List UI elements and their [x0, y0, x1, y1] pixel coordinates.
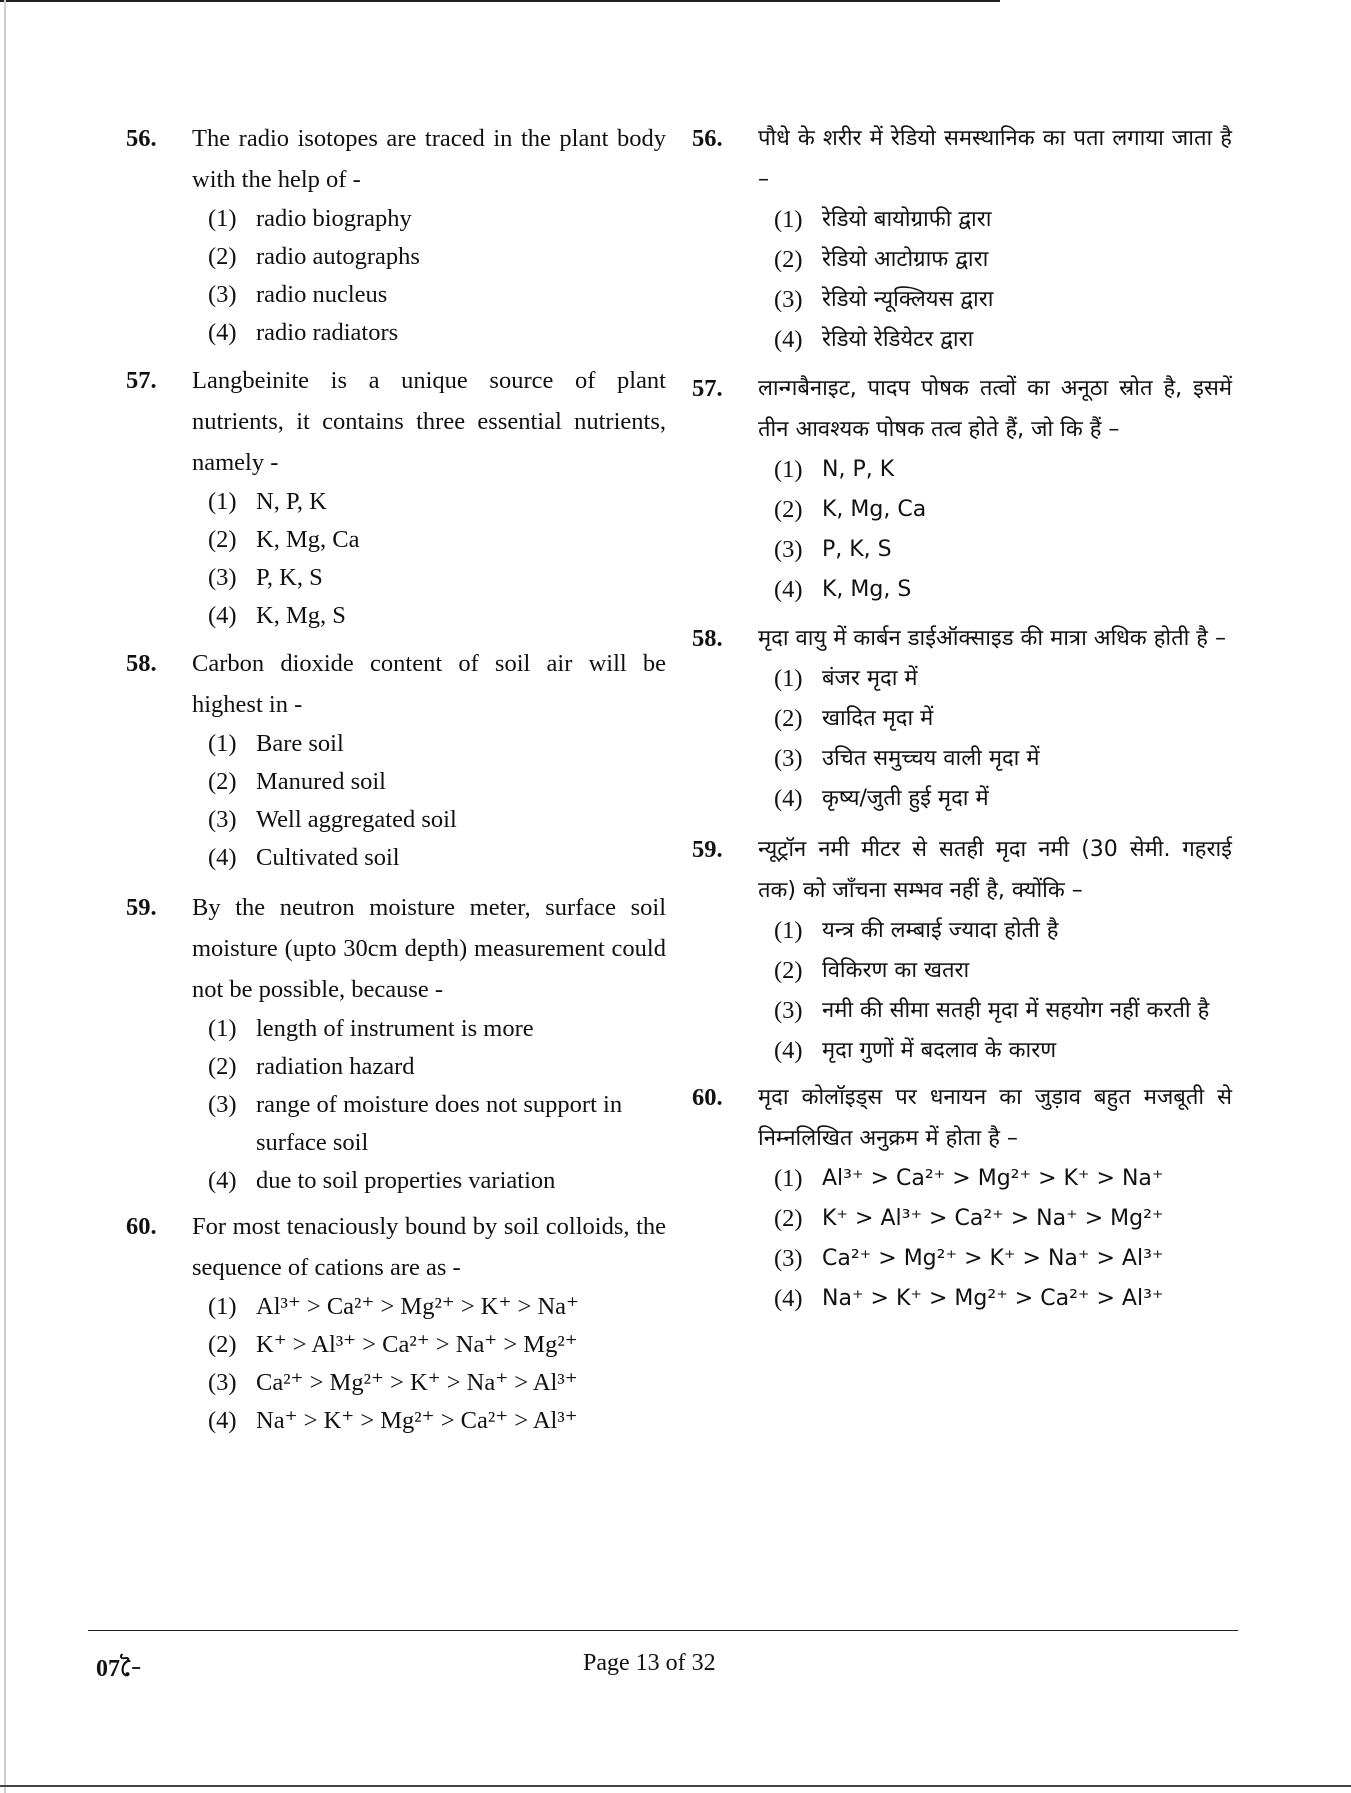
option-text: N, P, K [256, 488, 327, 515]
option-number: (3) [774, 997, 803, 1024]
option-number: (2) [208, 243, 237, 270]
option-text: radio nucleus [256, 281, 388, 308]
question-text: Carbon dioxide content of soil air will be highest in - [192, 650, 666, 718]
option-text: radio autographs [256, 243, 420, 270]
question-text: For most tenaciously bound by soil colloids, the sequence of cations are as - [192, 1213, 666, 1281]
option-item [208, 200, 666, 238]
option-text: उचित समुच्चय वाली मृदा में [822, 746, 1040, 771]
option-number: (4) [774, 1285, 803, 1312]
option-text: रेडियो बायोग्राफी द्वारा [822, 207, 992, 232]
option-item [774, 1031, 1232, 1071]
booklet-code: 07-ৈ [96, 1656, 143, 1682]
option-item [774, 779, 1232, 819]
option-number: (1) [774, 1165, 803, 1192]
option-number: (4) [774, 1037, 803, 1064]
option-text: Well aggregated soil [256, 806, 457, 833]
option-item [208, 763, 666, 801]
options-list [774, 200, 1232, 360]
option-number: (2) [208, 1053, 237, 1080]
options-list [208, 200, 666, 352]
option-number: (1) [208, 205, 237, 232]
question-60 [126, 1206, 666, 1440]
option-item [208, 238, 666, 276]
option-number: (4) [774, 326, 803, 353]
option-number: (1) [208, 730, 237, 757]
option-item [774, 490, 1232, 530]
question-number: 58. [692, 625, 723, 652]
option-number: (3) [208, 806, 237, 833]
question-56 [692, 118, 1232, 360]
option-number: (4) [774, 785, 803, 812]
question-number: 56. [692, 125, 723, 152]
option-text: radio radiators [256, 319, 399, 346]
option-number: (3) [208, 1369, 237, 1396]
question-number: 57. [692, 375, 723, 402]
option-text: Na⁺ > K⁺ > Mg²⁺ > Ca²⁺ > Al³⁺ [256, 1407, 578, 1434]
option-text: कृष्य/जुती हुई मृदा में [822, 786, 989, 811]
option-item [208, 1326, 666, 1364]
question-58 [126, 643, 666, 877]
footer-rule [88, 1630, 1238, 1631]
option-item [774, 911, 1232, 951]
option-text: Cultivated soil [256, 844, 400, 871]
option-text: Na⁺ > K⁺ > Mg²⁺ > Ca²⁺ > Al³⁺ [822, 1286, 1164, 1311]
hindi-column [692, 118, 1232, 1319]
option-item [774, 659, 1232, 699]
option-item [774, 1199, 1232, 1239]
options-list [774, 659, 1232, 819]
option-item [774, 450, 1232, 490]
option-item [774, 991, 1232, 1031]
option-number: (1) [208, 1293, 237, 1320]
question-text: न्यूट्रॉन नमी मीटर से सतही मृदा नमी (30 सेमी. गहराई तक) को जाँचना सम्भव नहीं है, क्योंकि – [758, 837, 1232, 903]
option-item [208, 839, 666, 877]
option-number: (4) [208, 319, 237, 346]
question-60 [692, 1077, 1232, 1319]
option-text: K, Mg, Ca [256, 526, 360, 553]
question-text: लान्गबैनाइट, पादप पोषक तत्वों का अनूठा स्रोत है, इसमें तीन आवश्यक पोषक तत्व होते हैं, जो कि हैं – [758, 376, 1232, 442]
option-number: (1) [208, 488, 237, 515]
question-57 [692, 368, 1232, 610]
question-59 [692, 829, 1232, 1071]
english-column [126, 118, 666, 1440]
option-item [208, 314, 666, 352]
option-number: (3) [208, 1091, 237, 1118]
option-item [208, 801, 666, 839]
option-text: रेडियो न्यूक्लियस द्वारा [822, 287, 994, 312]
option-text: Al³⁺ > Ca²⁺ > Mg²⁺ > K⁺ > Na⁺ [822, 1166, 1164, 1191]
option-number: (3) [774, 1245, 803, 1272]
option-item [208, 597, 666, 635]
option-number: (2) [208, 526, 237, 553]
option-number: (4) [774, 576, 803, 603]
option-number: (1) [774, 665, 803, 692]
options-list [774, 1159, 1232, 1319]
option-number: (1) [774, 206, 803, 233]
top-border [0, 0, 1000, 2]
option-item [774, 1279, 1232, 1319]
option-text: length of instrument is more [256, 1015, 534, 1042]
question-number: 57. [126, 367, 157, 394]
option-number: (3) [774, 536, 803, 563]
option-item [208, 1402, 666, 1440]
option-text: K⁺ > Al³⁺ > Ca²⁺ > Na⁺ > Mg²⁺ [822, 1206, 1164, 1231]
option-number: (4) [208, 1167, 237, 1194]
option-item [208, 1364, 666, 1402]
option-item [774, 280, 1232, 320]
option-item [208, 276, 666, 314]
question-number: 56. [126, 125, 157, 152]
options-list [774, 450, 1232, 610]
option-text: K, Mg, S [822, 577, 912, 602]
option-item [208, 1010, 666, 1048]
option-item [208, 1086, 666, 1162]
question-56 [126, 118, 666, 352]
option-number: (4) [208, 602, 237, 629]
option-item [208, 1162, 666, 1200]
option-text: Al³⁺ > Ca²⁺ > Mg²⁺ > K⁺ > Na⁺ [256, 1293, 579, 1320]
option-number: (3) [774, 745, 803, 772]
option-text: Manured soil [256, 768, 386, 795]
options-list [208, 1010, 666, 1200]
question-number: 58. [126, 650, 157, 677]
option-item [774, 570, 1232, 610]
option-text: रेडियो रेडियेटर द्वारा [822, 327, 974, 352]
question-number: 60. [692, 1084, 723, 1111]
question-58 [692, 618, 1232, 819]
option-text: N, P, K [822, 457, 895, 482]
option-number: (4) [208, 844, 237, 871]
option-item [774, 530, 1232, 570]
option-text: P, K, S [256, 564, 323, 591]
option-text: range of moisture does not support in surface soil [256, 1091, 623, 1156]
option-number: (3) [208, 564, 237, 591]
option-item [774, 320, 1232, 360]
option-text: P, K, S [822, 537, 892, 562]
question-number: 59. [692, 836, 723, 863]
option-number: (1) [774, 456, 803, 483]
option-text: K, Mg, S [256, 602, 346, 629]
question-57 [126, 360, 666, 635]
option-number: (2) [774, 957, 803, 984]
option-number: (1) [774, 917, 803, 944]
option-item [774, 1239, 1232, 1279]
option-text: K⁺ > Al³⁺ > Ca²⁺ > Na⁺ > Mg²⁺ [256, 1331, 578, 1358]
option-text: विकिरण का खतरा [822, 958, 970, 983]
question-text: Langbeinite is a unique source of plant nutrients, it contains three essential nutrients, namely - [192, 367, 666, 476]
option-number: (2) [208, 768, 237, 795]
option-number: (3) [208, 281, 237, 308]
option-text: नमी की सीमा सतही मृदा में सहयोग नहीं करती है [822, 998, 1210, 1023]
bottom-border [0, 1785, 1351, 1787]
option-text: K, Mg, Ca [822, 497, 927, 522]
option-number: (2) [774, 705, 803, 732]
question-text: मृदा कोलॉइड्स पर धनायन का जुड़ाव बहुत मजबूती से निम्नलिखित अनुक्रम में होता है – [758, 1085, 1232, 1151]
option-item [774, 699, 1232, 739]
option-number: (4) [208, 1407, 237, 1434]
option-number: (2) [208, 1331, 237, 1358]
option-text: बंजर मृदा में [822, 666, 918, 691]
option-item [774, 739, 1232, 779]
option-text: due to soil properties variation [256, 1167, 556, 1194]
question-text: पौधे के शरीर में रेडियो समस्थानिक का पता लगाया जाता है – [758, 126, 1232, 192]
option-text: Bare soil [256, 730, 344, 757]
options-list [208, 725, 666, 877]
option-text: यन्त्र की लम्बाई ज्यादा होती है [822, 918, 1059, 943]
question-text: The radio isotopes are traced in the plant body with the help of - [192, 125, 666, 193]
left-edge [4, 0, 6, 1793]
option-text: Ca²⁺ > Mg²⁺ > K⁺ > Na⁺ > Al³⁺ [822, 1246, 1164, 1271]
question-number: 59. [126, 894, 157, 921]
option-text: radio biography [256, 205, 412, 232]
options-list [208, 1288, 666, 1440]
option-text: radiation hazard [256, 1053, 415, 1080]
option-number: (1) [208, 1015, 237, 1042]
options-list [774, 911, 1232, 1071]
question-number: 60. [126, 1213, 157, 1240]
option-number: (2) [774, 1205, 803, 1232]
option-text: Ca²⁺ > Mg²⁺ > K⁺ > Na⁺ > Al³⁺ [256, 1369, 578, 1396]
option-text: मृदा गुणों में बदलाव के कारण [822, 1038, 1057, 1063]
option-item [774, 200, 1232, 240]
page-number: Page 13 of 32 [583, 1650, 716, 1676]
option-item [208, 483, 666, 521]
option-item [774, 1159, 1232, 1199]
question-59 [126, 887, 666, 1200]
option-text: खादित मृदा में [822, 706, 934, 731]
option-item [774, 951, 1232, 991]
option-text: रेडियो आटोग्राफ द्वारा [822, 247, 989, 272]
option-number: (3) [774, 286, 803, 313]
option-number: (2) [774, 246, 803, 273]
question-text: मृदा वायु में कार्बन डाईऑक्साइड की मात्रा अधिक होती है – [758, 626, 1226, 651]
options-list [208, 483, 666, 635]
option-item [774, 240, 1232, 280]
option-number: (2) [774, 496, 803, 523]
option-item [208, 559, 666, 597]
option-item [208, 1288, 666, 1326]
question-text: By the neutron moisture meter, surface soil moisture (upto 30cm depth) measurement could not be possible, because - [192, 894, 666, 1003]
option-item [208, 725, 666, 763]
option-item [208, 521, 666, 559]
option-item [208, 1048, 666, 1086]
